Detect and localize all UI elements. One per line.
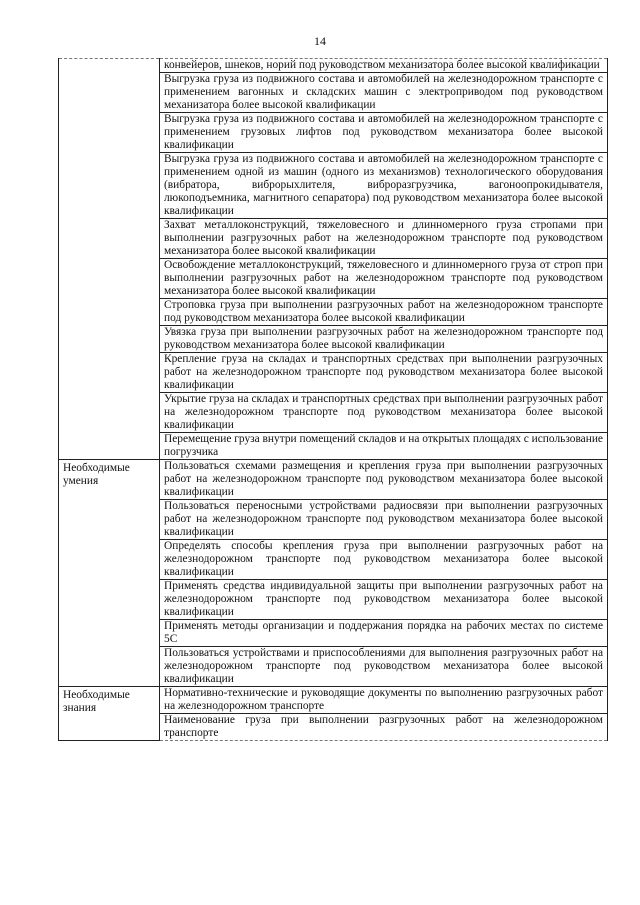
table-cell-text: Пользоваться переносными устройствами радиосвязи при выполнении разгрузочных работ на железнодорожном транспорте под руководством механизатора более высокой квалификации: [160, 500, 608, 540]
section-label: [59, 59, 160, 460]
table-cell-text: Укрытие груза на складах и транспортных средствах при выполнении разгрузочных работ на железнодорожном транспорте под руководством механизатора более высокой квалификации: [160, 393, 608, 433]
table-cell-text: Перемещение груза внутри помещений складов и на открытых площадях с использование погрузчика: [160, 433, 608, 460]
table-cell-text: Нормативно-технические и руководящие документы по выполнению разгрузочных работ на железнодорожном транспорте: [160, 687, 608, 714]
page-number: 14: [314, 34, 326, 48]
table-cell-text: конвейеров, шнеков, норий под руководством механизатора более высокой квалификации: [160, 59, 608, 73]
table-cell-text: Выгрузка груза из подвижного состава и автомобилей на железнодорожном транспорте с применением грузовых лифтов под руководством механизатора более высокой квалификации: [160, 113, 608, 153]
table-row: [59, 59, 608, 73]
table-cell-text: Освобождение металлоконструкций, тяжеловесного и длинномерного груза от строп при выполнении разгрузочных работ на железнодорожном транспорте под руководством механизатора более высокой квалификации: [160, 259, 608, 299]
table-cell-text: Выгрузка груза из подвижного состава и автомобилей на железнодорожном транспорте с применением одной из машин (одного из механизмов) технологического оборудования (вибратора, виброрыхлителя, виброразгрузчика, вагоноопрокидывателя, люкоподъемника, магнитного сепаратора) под руководством механизатора более высокой квалификации: [160, 153, 608, 219]
table-cell-text: Выгрузка груза из подвижного состава и автомобилей на железнодорожном транспорте с применением вагонных и складских машин с электроприводом под руководством механизатора более высокой квалификации: [160, 73, 608, 113]
table-body: [59, 59, 608, 741]
table-row: [59, 687, 608, 714]
table-cell-text: Наименование груза при выполнении разгрузочных работ на железнодорожном транспорте: [160, 714, 608, 741]
table-cell-text: Определять способы крепления груза при выполнении разгрузочных работ на железнодорожном транспорте под руководством механизатора более высокой квалификации: [160, 540, 608, 580]
table-cell-text: Захват металлоконструкций, тяжеловесного и длинномерного груза стропами при выполнении разгрузочных работ на железнодорожном транспорте под руководством механизатора более высокой квалификации: [160, 219, 608, 259]
table-cell-text: Пользоваться схемами размещения и крепления груза при выполнении разгрузочных работ на железнодорожном транспорте под руководством механизатора более высокой квалификации: [160, 460, 608, 500]
table-cell-text: Строповка груза при выполнении разгрузочных работ на железнодорожном транспорте под руководством механизатора более высокой квалификации: [160, 299, 608, 326]
table-cell-text: Пользоваться устройствами и приспособлениями для выполнения разгрузочных работ на железнодорожном транспорте под руководством механизатора более высокой квалификации: [160, 647, 608, 687]
table-cell-text: Крепление груза на складах и транспортных средствах при выполнении разгрузочных работ на железнодорожном транспорте под руководством механизатора более высокой квалификации: [160, 353, 608, 393]
table-cell-text: Применять средства индивидуальной защиты при выполнении разгрузочных работ на железнодорожном транспорте под руководством механизатора более высокой квалификации: [160, 580, 608, 620]
qualification-table: [58, 58, 608, 741]
table-row: [59, 460, 608, 500]
table-cell-text: Увязка груза при выполнении разгрузочных работ на железнодорожном транспорте под руководством механизатора более высокой квалификации: [160, 326, 608, 353]
table-cell-text: Применять методы организации и поддержания порядка на рабочих местах по системе 5С: [160, 620, 608, 647]
section-label: Необходимые знания: [59, 687, 160, 741]
section-label: Необходимые умения: [59, 460, 160, 687]
